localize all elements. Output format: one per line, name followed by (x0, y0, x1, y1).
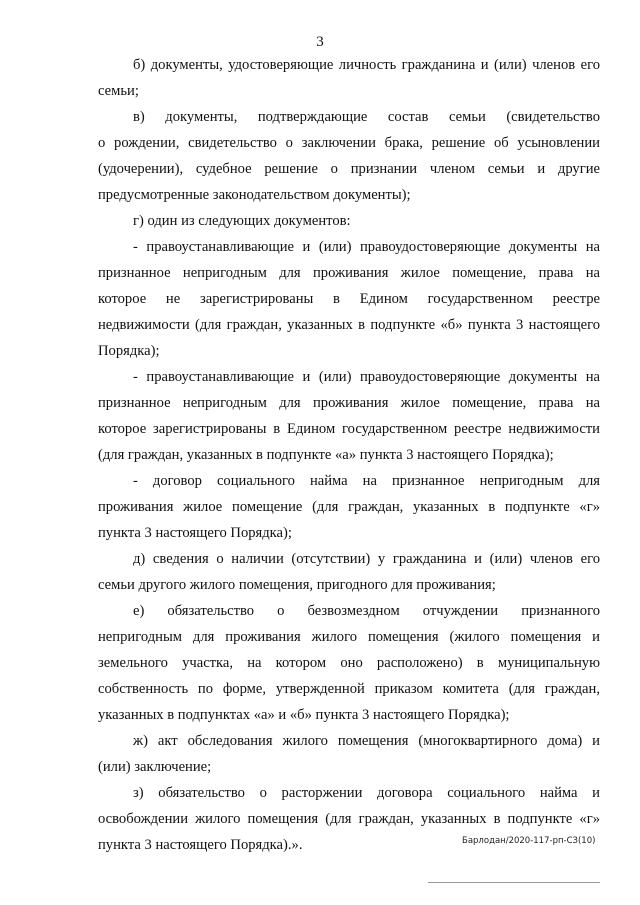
text-line: которое зарегистрированы в Едином государственном реестре недвижимости (98, 421, 600, 437)
text-line: - правоустанавливающие и (или) правоудостоверяющие документы на (133, 239, 600, 255)
text-line: проживания жилое помещение (для граждан, указанных в подпункте «г» (98, 499, 600, 515)
text-line: указанных в подпунктах «а» и «б» пункта 3 настоящего Порядка); (98, 707, 510, 723)
text-line: е) обязательство о безвозмездном отчуждении признанного (133, 603, 600, 619)
text-line: пункта 3 настоящего Порядка).». (98, 837, 303, 853)
text-line: непригодным для проживания жилого помещения (жилого помещения и (98, 629, 600, 645)
text-line: освобождении жилого помещения (для граждан, указанных в подпункте «г» (98, 811, 600, 827)
text-line: признанное непригодным для проживания жилое помещение, права на (98, 395, 600, 411)
text-line: собственность по форме, утвержденной приказом комитета (для граждан, (98, 681, 600, 697)
text-line: пункта 3 настоящего Порядка); (98, 525, 292, 541)
text-line: - договор социального найма на признанное непригодным для (133, 473, 600, 489)
text-line: семьи другого жилого помещения, пригодного для проживания; (98, 577, 496, 593)
text-line: г) один из следующих документов: (133, 213, 351, 229)
text-line: предусмотренные законодательством документы); (98, 187, 411, 203)
text-line: д) сведения о наличии (отсутствии) у гражданина и (или) членов его (133, 551, 600, 567)
text-line: признанное непригодным для проживания жилое помещение, права на (98, 265, 600, 281)
text-line: недвижимости (для граждан, указанных в подпункте «б» пункта 3 настоящего (98, 317, 600, 333)
text-line: о рождении, свидетельство о заключении брака, решение об усыновлении (98, 135, 600, 151)
text-line: ж) акт обследования жилого помещения (многоквартирного дома) и (133, 733, 600, 749)
text-line: - правоустанавливающие и (или) правоудостоверяющие документы на (133, 369, 600, 385)
document-code: Барлодан/2020-117-рп-СЗ(10) (462, 836, 596, 846)
text-line: которое не зарегистрированы в Едином государственном реестре (98, 291, 600, 307)
text-line: земельного участка, на котором оно расположено) в муниципальную (98, 655, 600, 671)
text-line: б) документы, удостоверяющие личность гражданина и (или) членов его (133, 57, 600, 73)
text-line: семьи; (98, 83, 139, 99)
footer-rule (428, 882, 600, 883)
page-number: 3 (316, 34, 324, 50)
text-line: в) документы, подтверждающие состав семьи (свидетельство (133, 109, 600, 125)
text-line: (удочерении), судебное решение о признании членом семьи и другие (98, 161, 600, 177)
text-line: з) обязательство о расторжении договора социального найма и (133, 785, 600, 801)
text-line: (или) заключение; (98, 759, 212, 775)
text-line: (для граждан, указанных в подпункте «а» пункта 3 настоящего Порядка); (98, 447, 554, 463)
text-line: Порядка); (98, 343, 160, 359)
